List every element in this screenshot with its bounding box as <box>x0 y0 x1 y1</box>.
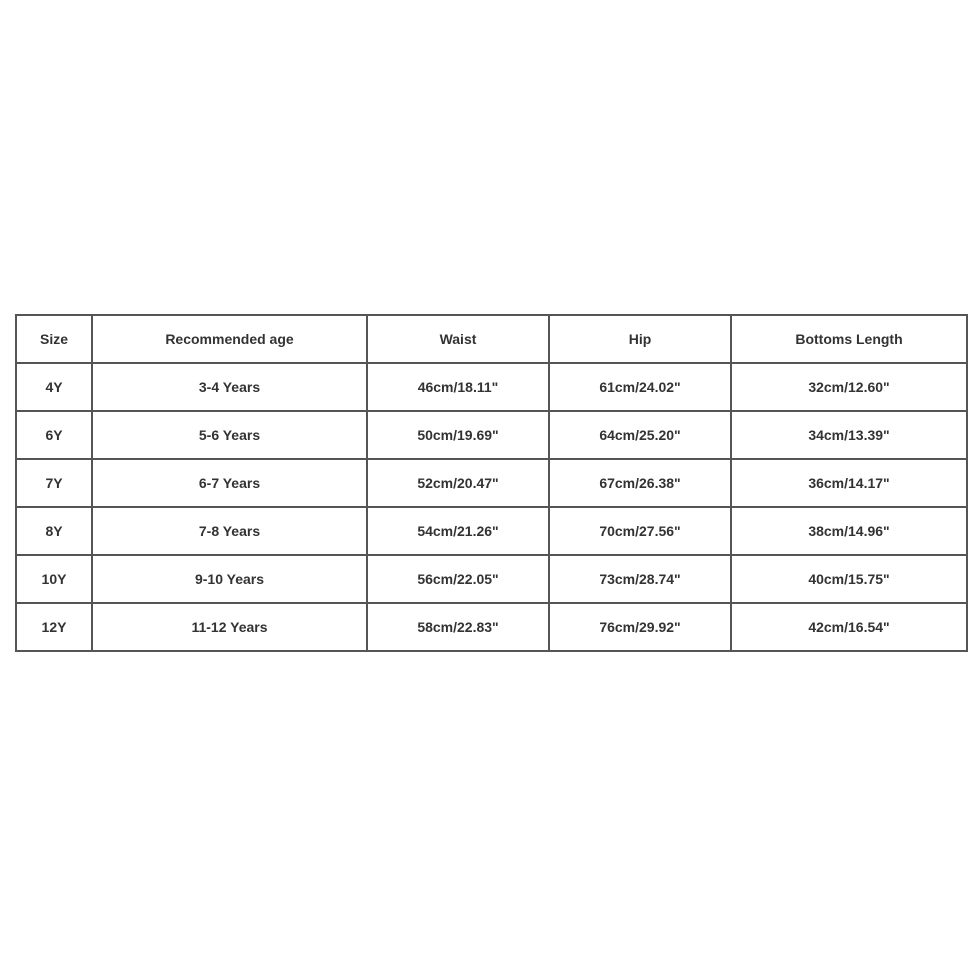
cell-recommended-age: 3-4 Years <box>92 363 367 411</box>
size-chart-table <box>15 314 968 652</box>
cell-hip: 73cm/28.74" <box>549 555 731 603</box>
cell-size: 12Y <box>16 603 92 651</box>
cell-hip: 70cm/27.56" <box>549 507 731 555</box>
cell-size: 8Y <box>16 507 92 555</box>
table-row <box>16 507 967 555</box>
cell-bottoms-length: 36cm/14.17" <box>731 459 967 507</box>
header-recommended-age: Recommended age <box>92 315 367 363</box>
table-row <box>16 459 967 507</box>
cell-hip: 61cm/24.02" <box>549 363 731 411</box>
cell-waist: 52cm/20.47" <box>367 459 549 507</box>
cell-bottoms-length: 34cm/13.39" <box>731 411 967 459</box>
cell-hip: 64cm/25.20" <box>549 411 731 459</box>
cell-bottoms-length: 38cm/14.96" <box>731 507 967 555</box>
cell-size: 10Y <box>16 555 92 603</box>
cell-recommended-age: 7-8 Years <box>92 507 367 555</box>
header-waist: Waist <box>367 315 549 363</box>
cell-waist: 56cm/22.05" <box>367 555 549 603</box>
cell-waist: 50cm/19.69" <box>367 411 549 459</box>
cell-recommended-age: 5-6 Years <box>92 411 367 459</box>
table-row <box>16 555 967 603</box>
cell-recommended-age: 6-7 Years <box>92 459 367 507</box>
cell-waist: 46cm/18.11" <box>367 363 549 411</box>
cell-hip: 67cm/26.38" <box>549 459 731 507</box>
cell-hip: 76cm/29.92" <box>549 603 731 651</box>
cell-recommended-age: 11-12 Years <box>92 603 367 651</box>
table-row <box>16 603 967 651</box>
header-bottoms-length: Bottoms Length <box>731 315 967 363</box>
table-row <box>16 411 967 459</box>
cell-waist: 58cm/22.83" <box>367 603 549 651</box>
header-hip: Hip <box>549 315 731 363</box>
table-header-row <box>16 315 967 363</box>
cell-waist: 54cm/21.26" <box>367 507 549 555</box>
cell-bottoms-length: 32cm/12.60" <box>731 363 967 411</box>
cell-bottoms-length: 42cm/16.54" <box>731 603 967 651</box>
cell-size: 4Y <box>16 363 92 411</box>
cell-bottoms-length: 40cm/15.75" <box>731 555 967 603</box>
header-size: Size <box>16 315 92 363</box>
cell-size: 7Y <box>16 459 92 507</box>
cell-size: 6Y <box>16 411 92 459</box>
cell-recommended-age: 9-10 Years <box>92 555 367 603</box>
table-row <box>16 363 967 411</box>
